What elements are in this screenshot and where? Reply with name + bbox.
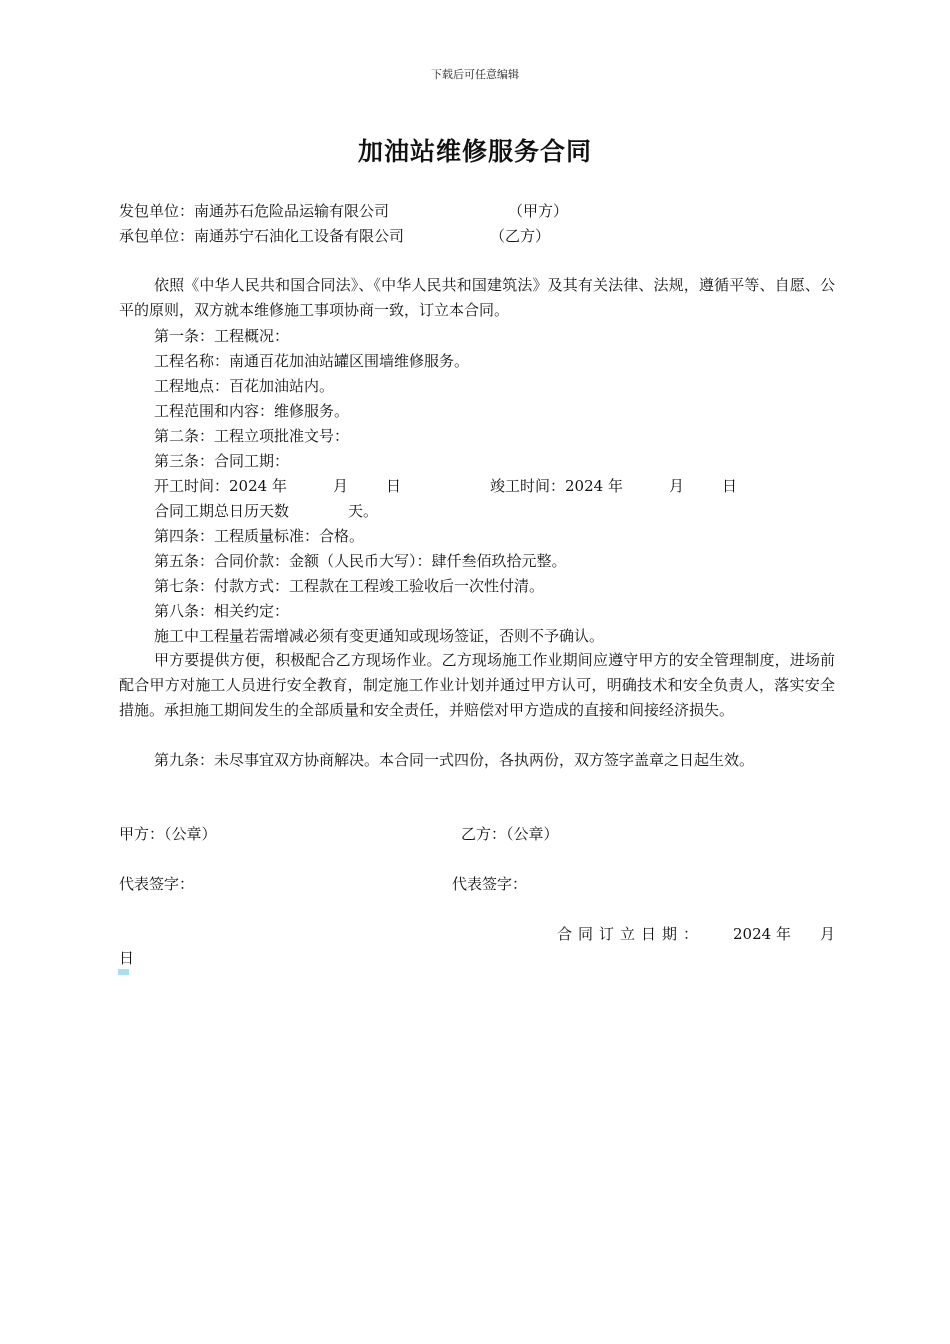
party-b-seal: 乙方：（公章） — [461, 825, 559, 843]
article-3: 第三条：合同工期： — [154, 452, 290, 470]
header-note: 下载后可任意编辑 — [431, 68, 519, 81]
project-location: 工程地点：百花加油站内。 — [154, 377, 335, 395]
article-1: 第一条：工程概况： — [154, 327, 290, 345]
start-time-label: 开工时间：2024 年 — [154, 477, 287, 495]
contract-date-label: 合同订立日期： — [557, 925, 705, 943]
clause-changes: 施工中工程量若需增减必须有变更通知或现场签证，否则不予确认。 — [154, 627, 605, 645]
article-8: 第八条：相关约定： — [154, 602, 290, 620]
contract-date-line — [557, 924, 835, 944]
contractor-line — [119, 226, 404, 246]
party-a-rep: 代表签字： — [119, 875, 195, 893]
contractor-label: 承包单位： — [119, 227, 195, 245]
project-scope: 工程范围和内容：维修服务。 — [154, 402, 350, 420]
article-4: 第四条：工程质量标准：合格。 — [154, 527, 365, 545]
start-month: 月 — [333, 477, 349, 495]
total-days-unit: 天。 — [348, 502, 379, 520]
finish-time-label: 竣工时间：2024 年 — [490, 477, 623, 495]
contract-date-year: 2024 年 — [733, 925, 791, 943]
party-a-seal: 甲方：（公章） — [119, 825, 217, 843]
text-cursor-marker — [118, 969, 129, 975]
document-title: 加油站维修服务合同 — [357, 137, 592, 166]
client-role: （甲方） — [508, 202, 569, 220]
total-days-label: 合同工期总日历天数 — [154, 502, 290, 520]
client-name: 南通苏石危险品运输有限公司 — [194, 202, 390, 220]
article-7: 第七条：付款方式：工程款在工程竣工验收后一次性付清。 — [154, 577, 545, 595]
client-label: 发包单位： — [119, 202, 195, 220]
clause-safety: 甲方要提供方便，积极配合乙方现场作业。乙方现场施工作业期间应遵守甲方的安全管理制度，进场前配合甲方对施工人员进行安全教育，制定施工作业计划并通过甲方认可，明确技术和安全负责人，落实安全措施。承担施工期间发生的全部质量和安全责任，并赔偿对甲方造成的直接和间接经济损失。 — [119, 651, 835, 719]
contractor-name: 南通苏宁石油化工设备有限公司 — [194, 227, 405, 245]
client-line — [119, 201, 389, 221]
contract-date-month: 月 — [819, 925, 835, 943]
project-name: 工程名称：南通百花加油站罐区围墙维修服务。 — [154, 352, 470, 370]
article-5: 第五条：合同价款：金额（人民币大写）：肆仟叁佰玖拾元整。 — [154, 552, 567, 570]
article-2: 第二条：工程立项批准文号： — [154, 427, 350, 445]
party-b-rep: 代表签字： — [452, 875, 528, 893]
finish-month: 月 — [669, 477, 685, 495]
article-9: 第九条：未尽事宜双方协商解决。本合同一式四份，各执两份，双方签字盖章之日起生效。 — [154, 751, 755, 769]
intro-paragraph: 依照《中华人民共和国合同法》、《中华人民共和国建筑法》及其有关法律、法规，遵循平等、自愿、公平的原则，双方就本维修施工事项协商一致，订立本合同。 — [119, 276, 835, 319]
finish-day: 日 — [722, 477, 738, 495]
start-day: 日 — [386, 477, 402, 495]
contractor-role: （乙方） — [490, 227, 551, 245]
contract-date-day: 日 — [119, 949, 135, 967]
